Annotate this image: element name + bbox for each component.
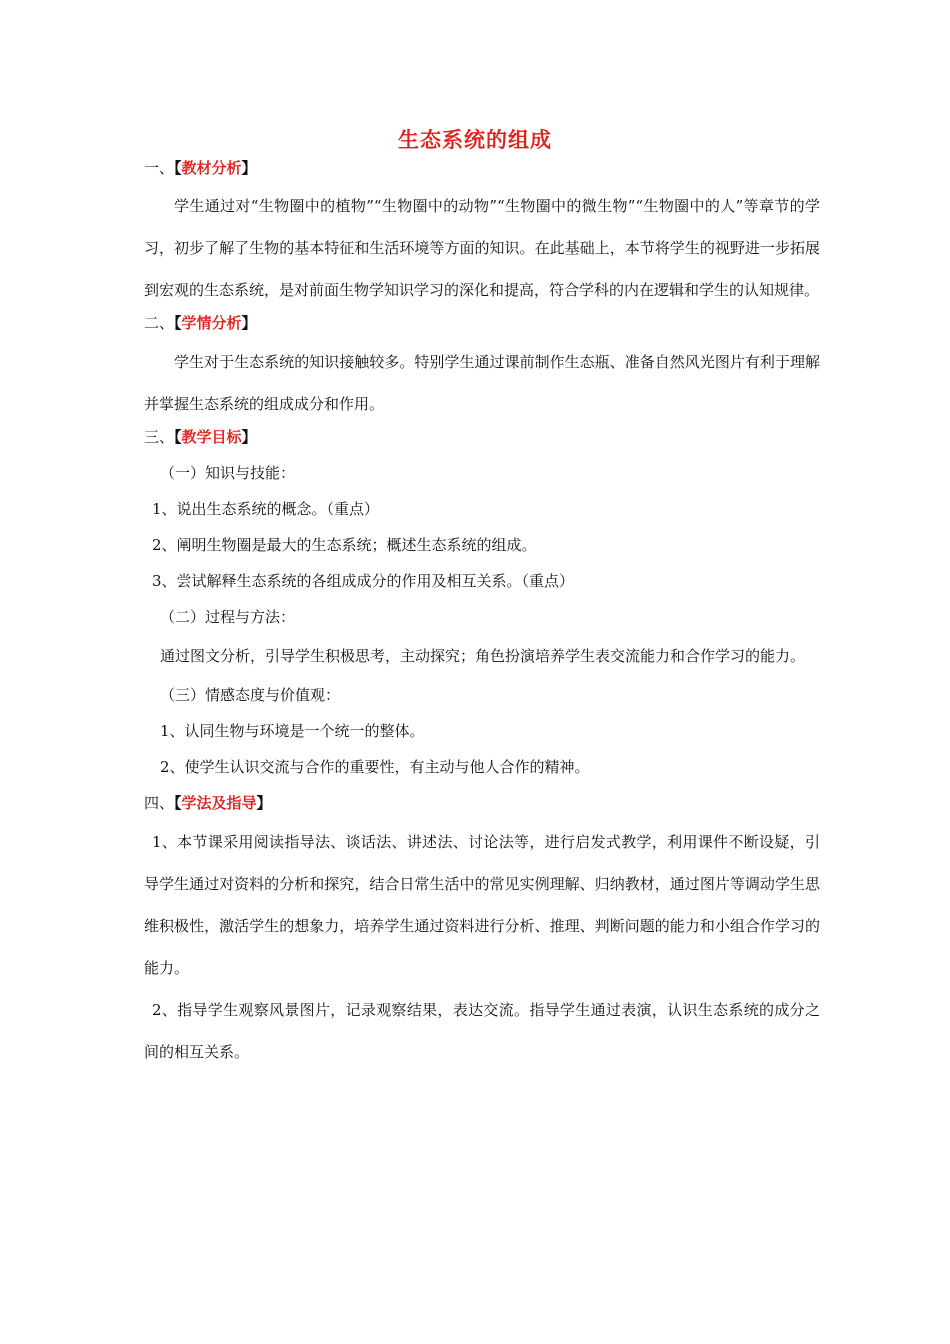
section-label: 学情分析	[181, 314, 242, 332]
bracket-close: 】	[241, 314, 257, 332]
section-number: 四、	[144, 794, 175, 812]
bracket-open: 【	[174, 794, 182, 812]
document-body	[144, 150, 820, 1073]
section-paragraph: 学生对于生态系统的知识接触较多。特别学生通过课前制作生态瓶、准备自然风光图片有利于理解并掌握生态系统的组成成分和作用。	[144, 353, 820, 413]
section-number: 二、	[144, 314, 175, 332]
document-title: 生态系统的组成	[398, 128, 552, 152]
bracket-close: 】	[241, 159, 257, 177]
bracket-open: 【	[174, 428, 182, 446]
list-item: 3、尝试解释生态系统的各组成成分的作用及相互关系。（重点）	[152, 572, 575, 590]
section-heading-textbook-analysis	[144, 150, 820, 186]
bracket-open: 【	[174, 159, 182, 177]
section-paragraph: 2、指导学生观察风景图片，记录观察结果，表达交流。指导学生通过表演，认识生态系统的成分之间的相互关系。	[144, 1001, 820, 1061]
list-item: 1、说出生态系统的概念。（重点）	[152, 500, 380, 518]
subsection-paragraph: 通过图文分析，引导学生积极思考，主动探究；角色扮演培养学生表交流能力和合作学习的能力。	[160, 647, 806, 665]
section-label: 教材分析	[181, 159, 242, 177]
section-number: 三、	[144, 428, 175, 446]
bracket-open: 【	[174, 314, 182, 332]
list-item: 1、认同生物与环境是一个统一的整体。	[160, 722, 425, 740]
section-heading-study-method	[144, 785, 820, 821]
section-heading-teaching-goals	[144, 419, 820, 455]
subsection-title: （三）情感态度与价值观：	[160, 686, 341, 704]
section-paragraph: 学生通过对“生物圈中的植物”“生物圈中的动物”“生物圈中的微生物”“生物圈中的人”等章节的学习，初步了解了生物的基本特征和生活环境等方面的知识。在此基础上，本节将学生的视野进一步拓展到宏观的生态系统，是对前面生物学知识学习的深化和提高，符合学科的内在逻辑和学生的认知规律。	[144, 197, 820, 299]
list-item: 2、阐明生物圈是最大的生态系统；概述生态系统的组成。	[152, 536, 537, 554]
subsection-title: （二）过程与方法：	[160, 608, 296, 626]
subsection-title: （一）知识与技能：	[160, 464, 296, 482]
section-paragraph: 1、本节课采用阅读指导法、谈话法、讲述法、讨论法等，进行启发式教学，利用课件不断设疑，引导学生通过对资料的分析和探究，结合日常生活中的常见实例理解、归纳教材，通过图片等调动学生思维积极性，激活学生的想象力，培养学生通过资料进行分析、推理、判断问题的能力和小组合作学习的能力。	[144, 833, 820, 977]
section-label: 教学目标	[181, 428, 242, 446]
bracket-close: 】	[241, 428, 257, 446]
section-number: 一、	[144, 159, 175, 177]
section-label: 学法及指导	[181, 794, 257, 812]
list-item: 2、使学生认识交流与合作的重要性，有主动与他人合作的精神。	[160, 758, 590, 776]
bracket-close: 】	[256, 794, 272, 812]
